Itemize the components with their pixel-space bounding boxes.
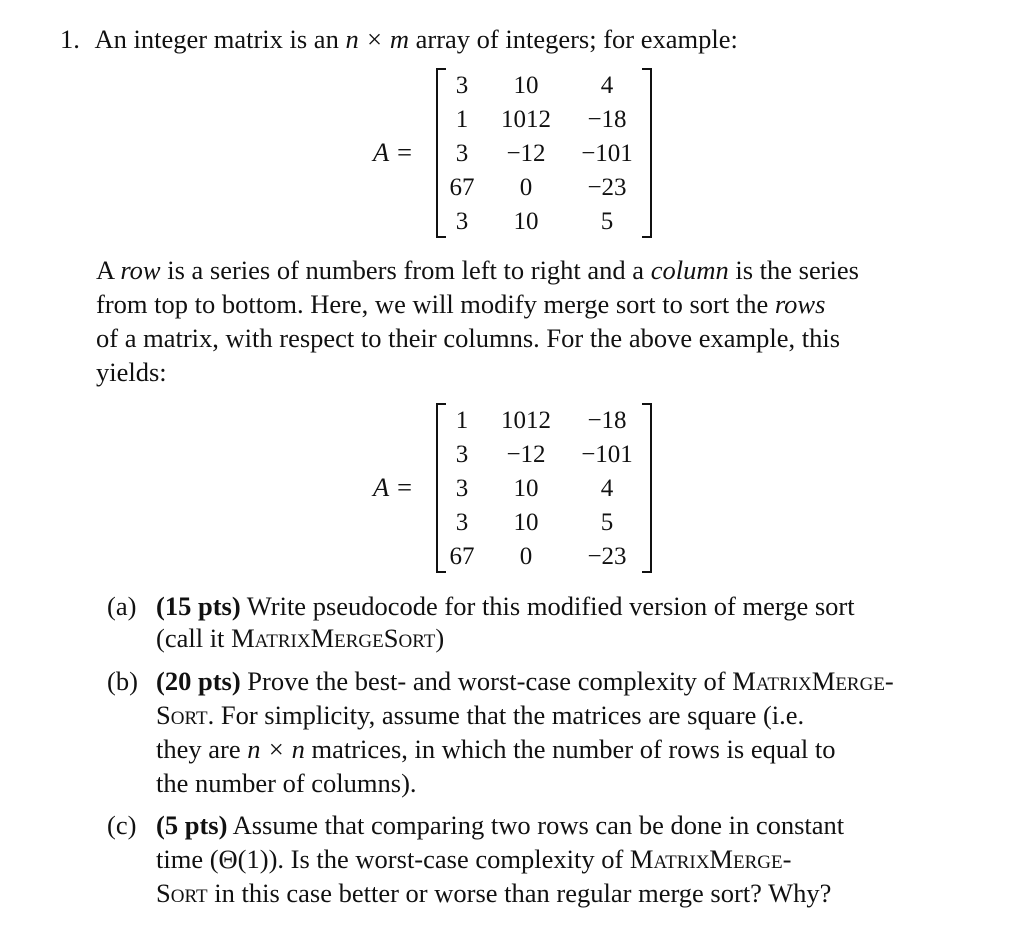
matrix-sorted-cell: 1 [455,407,469,434]
part-c-line-3 [156,880,831,907]
paragraph-line-4: yields: [96,357,167,387]
matrix-example-cell: 0 [519,174,533,201]
paragraph-line-2 [96,291,825,318]
part-b-line-1 [156,668,894,695]
matrix-example-cell: 10 [513,208,539,235]
part-c-points: (5 pts) [156,810,228,840]
part-c-label: (c) [107,810,137,840]
part-b-label: (b) [107,666,138,696]
matrix-example-cell: 1012 [501,106,551,133]
part-a-text: Write pseudocode for this modified version of merge sort [240,591,855,621]
matrix-sorted-cell: 5 [600,509,614,536]
part-b-line-3 [156,736,835,763]
algorithm-name: MatrixMerge- [732,666,894,696]
algorithm-name: Sort [156,700,208,730]
matrix-example-cell: −12 [506,140,546,167]
part-a-line-2 [156,625,444,652]
matrix-sorted-cell: −12 [506,441,546,468]
matrix-example-cell: 5 [600,208,614,235]
matrix-sorted-cell: 3 [455,441,469,468]
part-b-points: (20 pts) [156,666,241,696]
matrix-sorted-cell: −18 [587,407,627,434]
matrix-sorted-cell: 10 [513,475,539,502]
matrix-sorted-cell: −101 [581,441,633,468]
matrix-example-cell: 10 [513,72,539,99]
matrix-example-cell: 3 [455,208,469,235]
part-b-line-4: the number of columns). [156,768,417,798]
part-b-text: . For simplicity, assume that the matrices are square (i.e. [207,700,805,730]
intro-dims: n × m [345,24,409,54]
algorithm-name: MatrixMerge- [629,844,792,874]
paragraph-line-3: of a matrix, with respect to their columns. For the above example, this [96,323,841,353]
part-c-text: Assume that comparing two rows can be done in constant [227,810,845,840]
matrix-example-cell: 4 [600,72,614,99]
term-row: row [120,255,161,285]
part-a-points: (15 pts) [156,591,241,621]
matrix-example-cell: 3 [455,140,469,167]
matrix-sorted-cell: 3 [455,509,469,536]
part-a-line-1 [156,593,855,620]
part-b-text: Prove the best- and worst-case complexity of [240,666,733,696]
part-c-text: in this case better or worse than regular merge sort? Why? [207,878,832,908]
matrix-sorted-cell: −23 [587,543,627,570]
matrix-example-cell: −23 [587,174,627,201]
part-a-text: (call it [156,623,232,653]
part-c-text: time (Θ(1)). Is the worst-case complexity of [156,844,630,874]
matrix-sorted-label: A = [373,472,414,502]
intro-text-b: array of integers; for example: [408,24,738,54]
part-c-line-1 [156,812,844,839]
para-text: A [96,255,121,285]
matrix-sorted-cell: 0 [519,543,533,570]
algorithm-name: MatrixMergeSort [231,623,436,653]
matrix-example-label: A = [373,137,414,167]
algorithm-name: Sort [156,878,208,908]
matrix-sorted-cell: 67 [449,543,475,570]
term-rows: rows [774,289,826,319]
part-b-text: matrices, in which the number of rows is equal to [304,734,836,764]
matrix-example-cell: 3 [455,72,469,99]
para-text: from top to bottom. Here, we will modify merge sort to sort the [96,289,775,319]
intro-text-a: An integer matrix is an [94,24,346,54]
part-b-text: they are [156,734,248,764]
matrix-sorted-right-bracket [642,403,652,573]
para-text: is the series [728,255,859,285]
paragraph-line-1 [96,257,859,284]
matrix-example-cell: −101 [581,140,633,167]
part-c-line-2 [156,846,791,873]
matrix-example-cell: 1 [455,106,469,133]
matrix-sorted-cell: 4 [600,475,614,502]
matrix-sorted-cell: 1012 [501,407,551,434]
matrix-example-cell: 67 [449,174,475,201]
problem-intro-line [60,26,738,53]
matrix-sorted-cell: 10 [513,509,539,536]
part-b-dims: n × n [247,734,305,764]
part-a-text: ) [435,623,445,653]
matrix-example-cell: −18 [587,106,627,133]
part-a-label: (a) [107,591,137,621]
para-text: is a series of numbers from left to right and a [160,255,651,285]
matrix-example-right-bracket [642,68,652,238]
matrix-sorted-cell: 3 [455,475,469,502]
part-b-line-2 [156,702,804,729]
term-column: column [650,255,729,285]
problem-number: 1. [60,24,80,54]
